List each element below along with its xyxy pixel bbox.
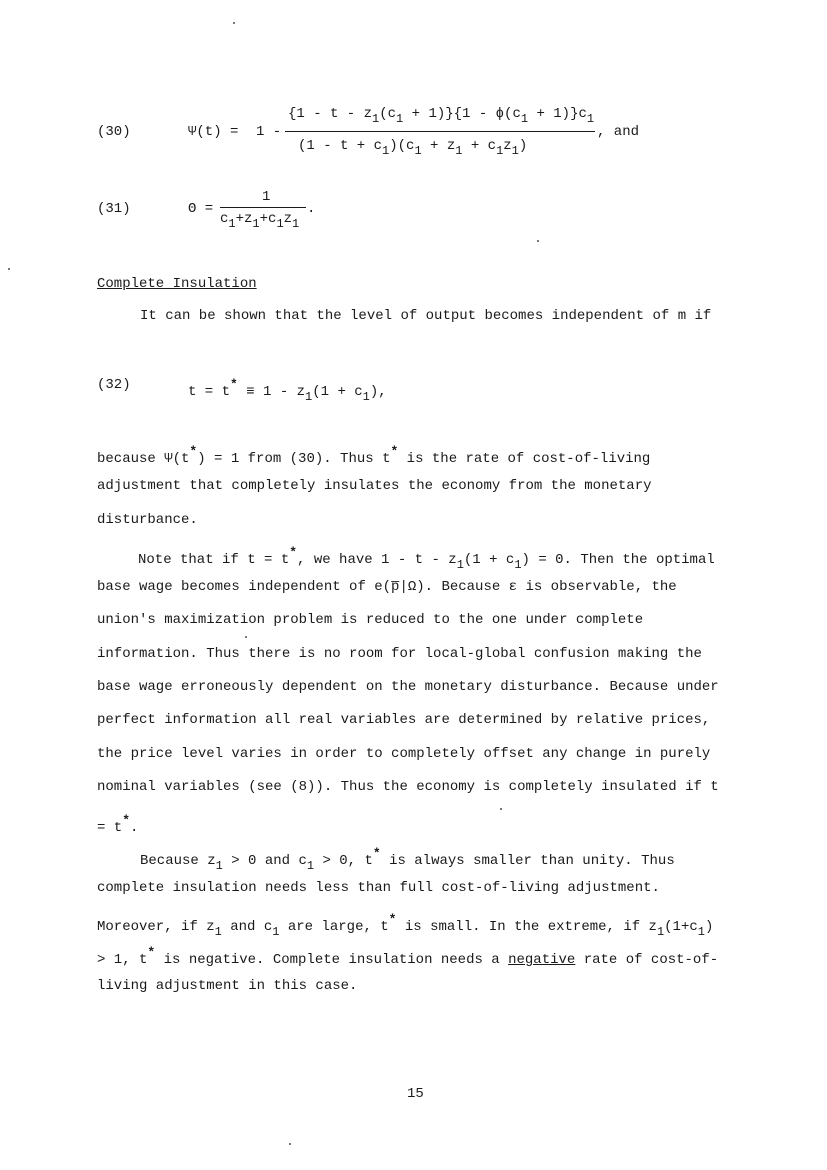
scan-speck <box>233 22 235 24</box>
paragraph-line: = t*. <box>97 813 139 836</box>
paragraph-line: > 1, t* is negative. Complete insulation needs a negative rate of cost-of- <box>97 945 719 968</box>
scan-speck <box>289 1143 291 1145</box>
paragraph-line: because Ψ(t*) = 1 from (30). Thus t* is the rate of cost-of-living <box>97 444 651 467</box>
eq31-tail: . <box>307 201 316 217</box>
scan-speck <box>8 268 10 270</box>
paragraph-line: the price level varies in order to completely offset any change in purely <box>97 746 711 762</box>
emphasis-negative: negative <box>508 952 576 968</box>
eq30-numerator: {1 - t - z1(c1 + 1)}{1 - ϕ(c1 + 1)}c1 <box>288 106 595 126</box>
page-number: 15 <box>407 1086 424 1102</box>
paragraph-line: information. Thus there is no room for local-global confusion making the <box>97 646 702 662</box>
equation-number-31: (31) <box>97 201 131 217</box>
paragraph-line: It can be shown that the level of output becomes independent of m if <box>140 308 712 324</box>
paragraph-line: base wage becomes independent of e(p̅|Ω). Because ε is observable, the <box>97 579 677 595</box>
paragraph-line: complete insulation needs less than full cost-of-living adjustment. <box>97 880 660 896</box>
paragraph-line: perfect information all real variables are determined by relative prices, <box>97 712 711 728</box>
paragraph-line: Moreover, if z1 and c1 are large, t* is small. In the extreme, if z1(1+c1) <box>97 912 714 939</box>
section-heading: Complete Insulation <box>97 276 257 292</box>
paragraph-line: base wage erroneously dependent on the monetary disturbance. Because under <box>97 679 719 695</box>
paragraph-line: Because z1 > 0 and c1 > 0, t* is always smaller than unity. Thus <box>140 846 675 873</box>
eq30-denominator: (1 - t + c1)(c1 + z1 + c1z1) <box>298 138 528 158</box>
equation-number-30: (30) <box>97 124 131 140</box>
scan-speck <box>537 240 539 242</box>
paragraph-line: adjustment that completely insulates the economy from the monetary <box>97 478 652 494</box>
eq32-body: t = t* ≡ 1 - z1(1 + c1), <box>188 377 387 404</box>
eq30-one-minus: 1 - <box>256 124 282 140</box>
paragraph-line: Note that if t = t*, we have 1 - t - z1(1 + c1) = 0. Then the optimal <box>138 545 715 572</box>
eq31-denominator: c1+z1+c1z1 <box>220 211 300 231</box>
scan-speck <box>500 808 502 810</box>
paragraph-line: living adjustment in this case. <box>97 978 358 994</box>
paragraph-line: disturbance. <box>97 512 198 528</box>
eq31-lhs: Θ = <box>188 201 214 217</box>
paragraph-line: nominal variables (see (8)). Thus the economy is completely insulated if t <box>97 779 719 795</box>
eq30-fraction-bar <box>285 131 595 132</box>
paragraph-line: union's maximization problem is reduced to the one under complete <box>97 612 644 628</box>
equation-number-32: (32) <box>97 377 131 393</box>
scan-speck <box>245 636 247 638</box>
eq31-numerator: 1 <box>262 189 271 205</box>
eq30-tail: , and <box>597 124 640 140</box>
eq31-fraction-bar <box>220 207 306 208</box>
eq30-lhs: Ψ(t) = <box>188 124 239 140</box>
